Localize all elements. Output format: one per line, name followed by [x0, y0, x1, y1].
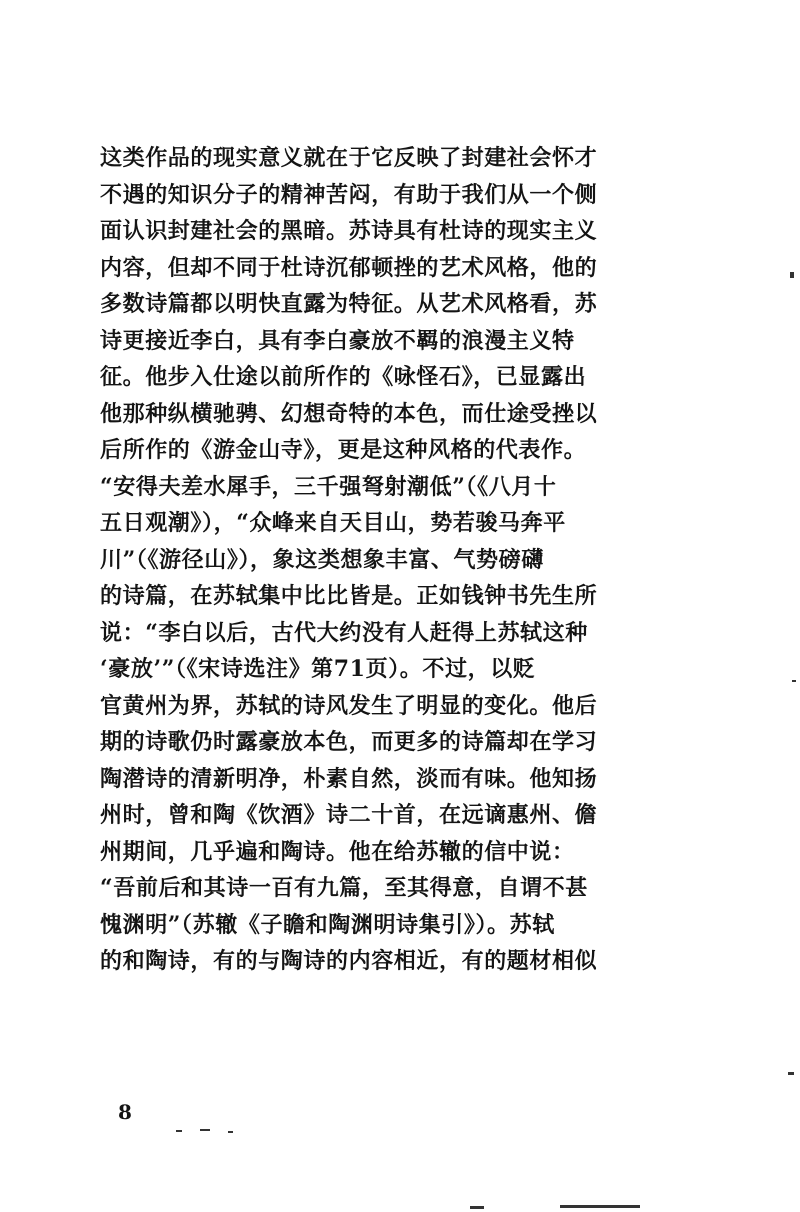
scan-artifact [788, 1072, 794, 1075]
scan-artifact [200, 1129, 210, 1131]
body-text [100, 140, 690, 980]
text-line: 这类作品的现实意义就在于它反映了封建社会怀才 [100, 145, 598, 171]
text-line: 五日观潮》），“众峰来自天目山，势若骏马奔平 [100, 510, 566, 536]
page-number: 8 [118, 1100, 132, 1124]
text-line: 官黄州为界，苏轼的诗风发生了明显的变化。他后 [100, 692, 598, 719]
text-line: 的和陶诗，有的与陶诗的内容相近，有的题材相似 [100, 948, 598, 974]
scan-artifact [176, 1130, 182, 1132]
text-line: 他那种纵横驰骋、幻想奇特的本色，而仕途受挫以 [100, 400, 598, 427]
text-line: 不遇的知识分子的精神苦闷，有助于我们从一个侧 [100, 181, 598, 208]
scan-artifact [470, 1206, 484, 1209]
text-line: 州期间，几乎遍和陶诗。他在给苏辙的信中说： [100, 838, 575, 865]
text-line: 州时，曾和陶《饮酒》诗二十首，在远谪惠州、儋 [100, 802, 598, 828]
text-line: 陶潜诗的清新明净，朴素自然，淡而有味。他知扬 [100, 765, 598, 792]
text-line: 川”（《游径山》），象这类想象丰富、气势磅礴 [100, 546, 544, 573]
text-line: 说：“李白以后，古代大约没有人赶得上苏轼这种 [100, 619, 588, 646]
scan-artifact [228, 1131, 233, 1133]
text-line: 后所作的《游金山寺》，更是这种风格的代表作。 [100, 437, 587, 463]
text-line: 面认识封建社会的黑暗。苏诗具有杜诗的现实主义 [100, 218, 598, 244]
scan-artifact [560, 1205, 640, 1208]
text-line: 诗更接近李白，具有李白豪放不羁的浪漫主义特 [100, 327, 575, 354]
text-line: 征。他步入仕途以前所作的《咏怪石》，已显露出 [100, 364, 587, 390]
text-line: ‘豪放’”（《宋诗选注》第71页）。不过，以贬 [100, 656, 536, 682]
text-line: 内容，但却不同于杜诗沉郁顿挫的艺术风格，他的 [100, 254, 598, 281]
text-line: “吾前后和其诗一百有九篇，至其得意，自谓不甚 [100, 875, 588, 901]
text-line: 多数诗篇都以明快直露为特征。从艺术风格看，苏 [100, 291, 598, 317]
text-line: 期的诗歌仍时露豪放本色，而更多的诗篇却在学习 [100, 729, 598, 755]
scan-artifact [792, 680, 796, 682]
text-line: “安得夫差水犀手，三千强弩射潮低”（《八月十 [100, 473, 557, 500]
text-line: 愧渊明”（苏辙《子瞻和陶渊明诗集引》）。苏轼 [100, 911, 555, 938]
scan-artifact [790, 272, 794, 278]
text-line: 的诗篇，在苏轼集中比比皆是。正如钱钟书先生所 [100, 583, 598, 609]
